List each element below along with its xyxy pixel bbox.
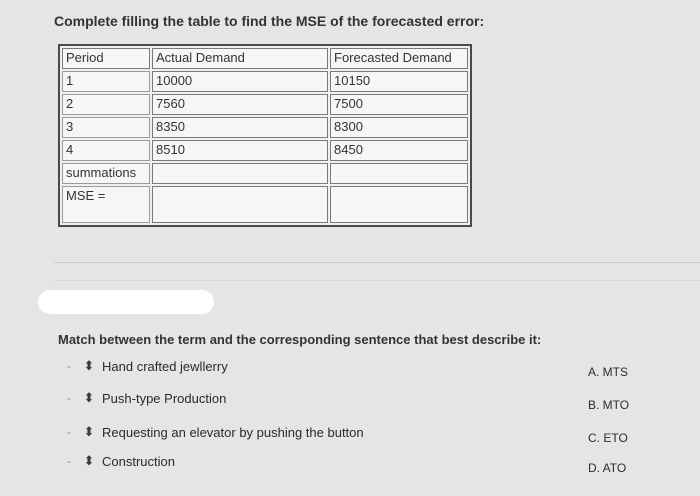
mse-question-title: Complete filling the table to find the MSE of the forecasted error:	[54, 13, 485, 29]
match-item	[62, 356, 228, 376]
option-ato: D. ATO	[588, 461, 627, 475]
period-cell: 4	[62, 140, 150, 161]
match-item	[62, 451, 175, 471]
dash-marker: -	[67, 391, 71, 405]
section-divider	[54, 262, 700, 263]
mse-label: MSE =	[62, 186, 150, 223]
matching-question-prompt: Match between the term and the corresponding sentence that best describe it:	[58, 332, 542, 347]
match-item-text: Push-type Production	[102, 390, 227, 406]
actual-demand-cell: 7560	[152, 94, 328, 115]
forecast-cell: 7500	[330, 94, 468, 115]
option-eto: C. ETO	[588, 431, 628, 445]
actual-demand-cell: 10000	[152, 71, 328, 92]
select-arrows-icon[interactable]: ⬍	[83, 453, 95, 468]
period-cell: 1	[62, 71, 150, 92]
dash-marker: -	[67, 454, 71, 468]
actual-demand-cell: 8350	[152, 117, 328, 138]
section-divider	[54, 280, 700, 281]
match-item-text: Requesting an elevator by pushing the button	[102, 424, 364, 440]
summations-label: summations	[62, 163, 150, 184]
summations-actual-input[interactable]	[152, 163, 328, 184]
actual-demand-cell: 8510	[152, 140, 328, 161]
summations-row	[62, 163, 468, 184]
match-item-text: Hand crafted jewllerry	[102, 358, 228, 374]
dash-marker: -	[67, 359, 71, 373]
select-arrows-icon[interactable]: ⬍	[83, 390, 95, 405]
table-row	[62, 94, 468, 115]
match-item-text: Construction	[102, 453, 175, 469]
select-arrows-icon[interactable]: ⬍	[83, 424, 95, 439]
table-header-row	[62, 48, 468, 69]
match-item	[62, 422, 364, 442]
header-actual-demand: Actual Demand	[152, 48, 328, 69]
table-row	[62, 71, 468, 92]
match-item	[62, 388, 226, 408]
table-row	[62, 117, 468, 138]
forecast-cell: 8300	[330, 117, 468, 138]
dash-marker: -	[67, 425, 71, 439]
period-cell: 2	[62, 94, 150, 115]
forecast-cell: 10150	[330, 71, 468, 92]
summations-forecast-input[interactable]	[330, 163, 468, 184]
mse-row	[62, 186, 468, 223]
mse-actual-input[interactable]	[152, 186, 328, 223]
mse-forecast-input[interactable]	[330, 186, 468, 223]
header-forecasted-demand: Forecasted Demand	[330, 48, 468, 69]
mse-table	[58, 44, 472, 227]
select-arrows-icon[interactable]: ⬍	[83, 358, 95, 373]
option-mto: B. MTO	[588, 398, 630, 412]
redaction-mark	[38, 290, 214, 314]
forecast-cell: 8450	[330, 140, 468, 161]
table-row	[62, 140, 468, 161]
option-mts: A. MTS	[588, 365, 629, 379]
header-period: Period	[62, 48, 150, 69]
period-cell: 3	[62, 117, 150, 138]
